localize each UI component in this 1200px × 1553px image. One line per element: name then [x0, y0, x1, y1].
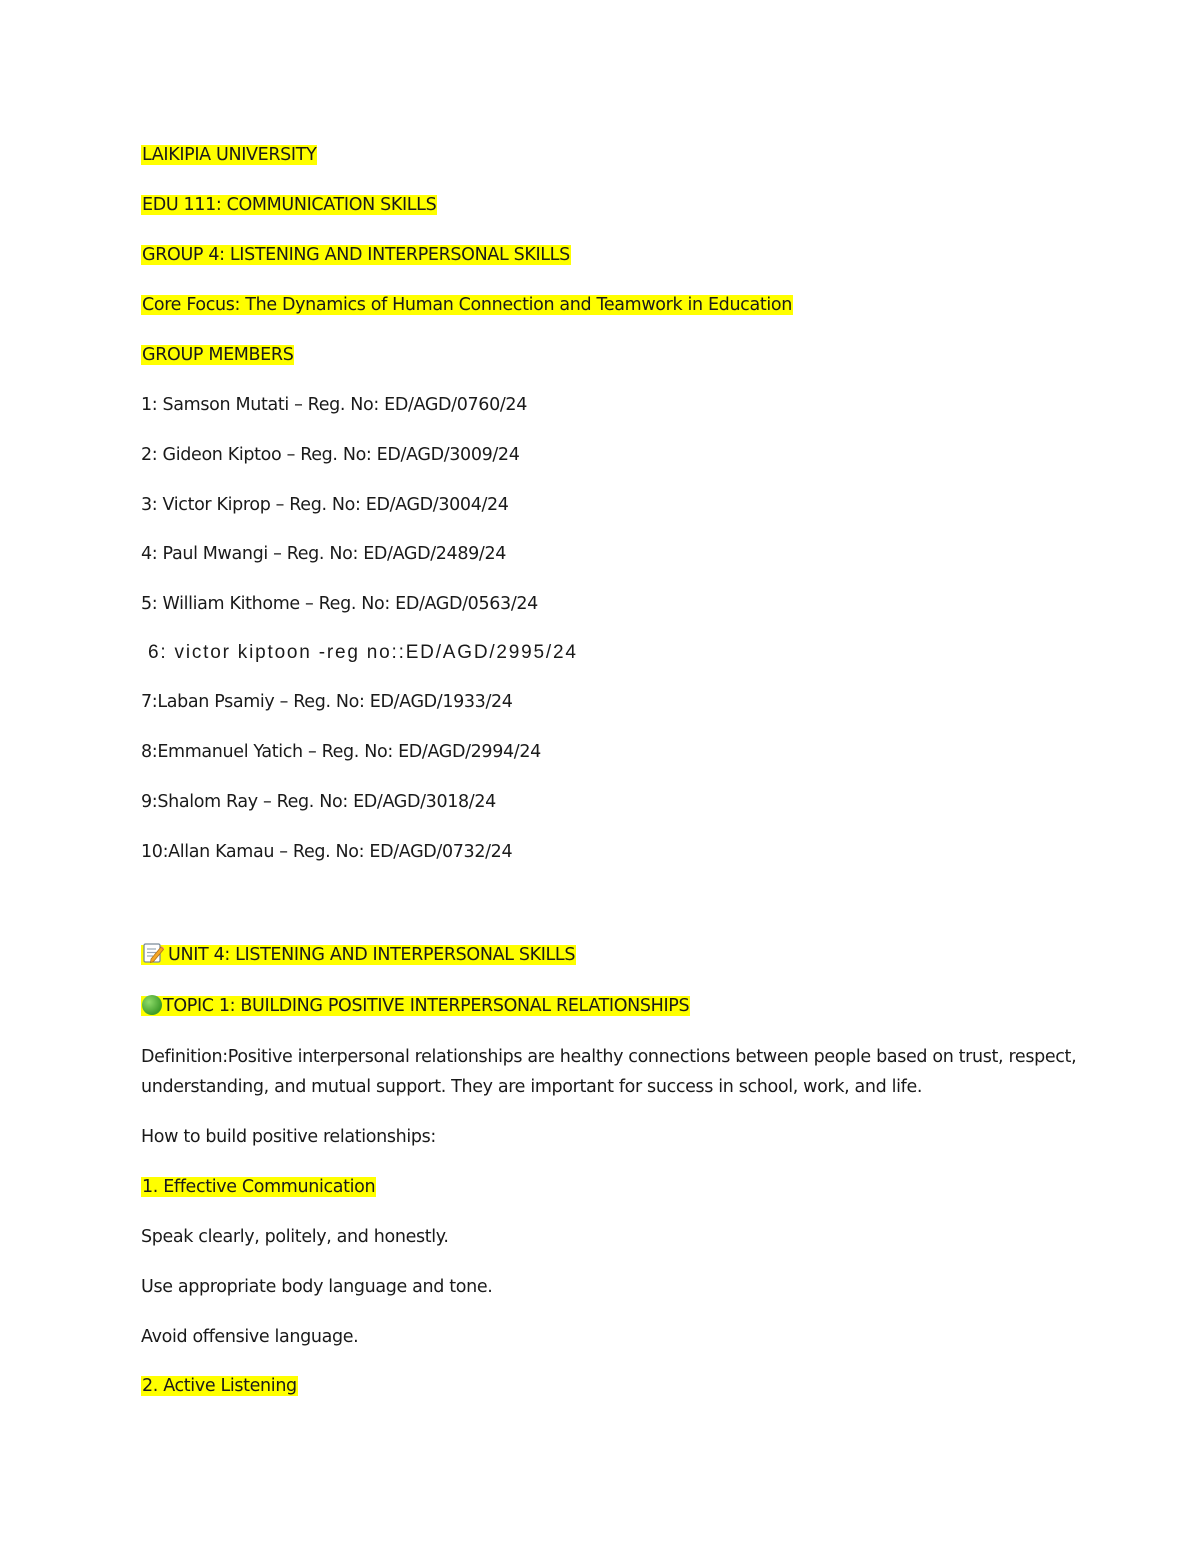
member-item: 9:Shalom Ray – Reg. No: ED/AGD/3018/24	[141, 792, 496, 812]
course-title	[141, 193, 437, 217]
topic-title: TOPIC 1: BUILDING POSITIVE INTERPERSONAL RELATIONSHIPS	[163, 996, 690, 1016]
highlight: GROUP 4: LISTENING AND INTERPERSONAL SKILLS	[142, 245, 570, 265]
highlight: Core Focus: The Dynamics of Human Connection and Teamwork in Education	[142, 295, 792, 315]
member-item: 7:Laban Psamiy – Reg. No: ED/AGD/1933/24	[141, 692, 513, 712]
section-heading	[141, 1175, 376, 1199]
definition-paragraph: Definition:Positive interpersonal relationships are healthy connections between people based on trust, respect, understanding, and mutual support. They are important for success in school, work, and life.	[141, 1047, 1077, 1097]
highlight: 1. Effective Communication	[142, 1177, 376, 1197]
member-item: 1: Samson Mutati – Reg. No: ED/AGD/0760/24	[141, 395, 527, 415]
topic-heading	[141, 994, 690, 1018]
member-item: 5: William Kithome – Reg. No: ED/AGD/0563/24	[141, 594, 538, 614]
members-heading	[141, 343, 294, 367]
highlight: LAIKIPIA UNIVERSITY	[142, 145, 317, 165]
member-item: 6: victor kiptoon -reg no::ED/AGD/2995/24	[148, 642, 578, 663]
highlight: EDU 111: COMMUNICATION SKILLS	[142, 195, 437, 215]
core-focus	[141, 293, 793, 317]
member-item: 4: Paul Mwangi – Reg. No: ED/AGD/2489/24	[141, 544, 507, 564]
section-point: Use appropriate body language and tone.	[141, 1277, 493, 1297]
highlight: GROUP MEMBERS	[142, 345, 294, 365]
section-point: Avoid offensive language.	[141, 1327, 359, 1347]
unit-title: UNIT 4: LISTENING AND INTERPERSONAL SKILLS	[168, 945, 576, 965]
memo-icon	[142, 942, 164, 964]
university-title	[141, 143, 317, 167]
green-circle-icon	[142, 995, 162, 1015]
highlight	[141, 996, 690, 1016]
member-item: 8:Emmanuel Yatich – Reg. No: ED/AGD/2994/24	[141, 742, 541, 762]
unit-heading	[141, 942, 576, 967]
highlight: 2. Active Listening	[142, 1376, 297, 1396]
section-heading	[141, 1374, 298, 1398]
member-item: 2: Gideon Kiptoo – Reg. No: ED/AGD/3009/24	[141, 445, 520, 465]
how-to-text: How to build positive relationships:	[141, 1127, 436, 1147]
group-title	[141, 243, 571, 267]
member-item: 10:Allan Kamau – Reg. No: ED/AGD/0732/24	[141, 842, 513, 862]
section-point: Speak clearly, politely, and honestly.	[141, 1227, 449, 1247]
highlight	[141, 945, 576, 965]
member-item: 3: Victor Kiprop – Reg. No: ED/AGD/3004/24	[141, 495, 509, 515]
